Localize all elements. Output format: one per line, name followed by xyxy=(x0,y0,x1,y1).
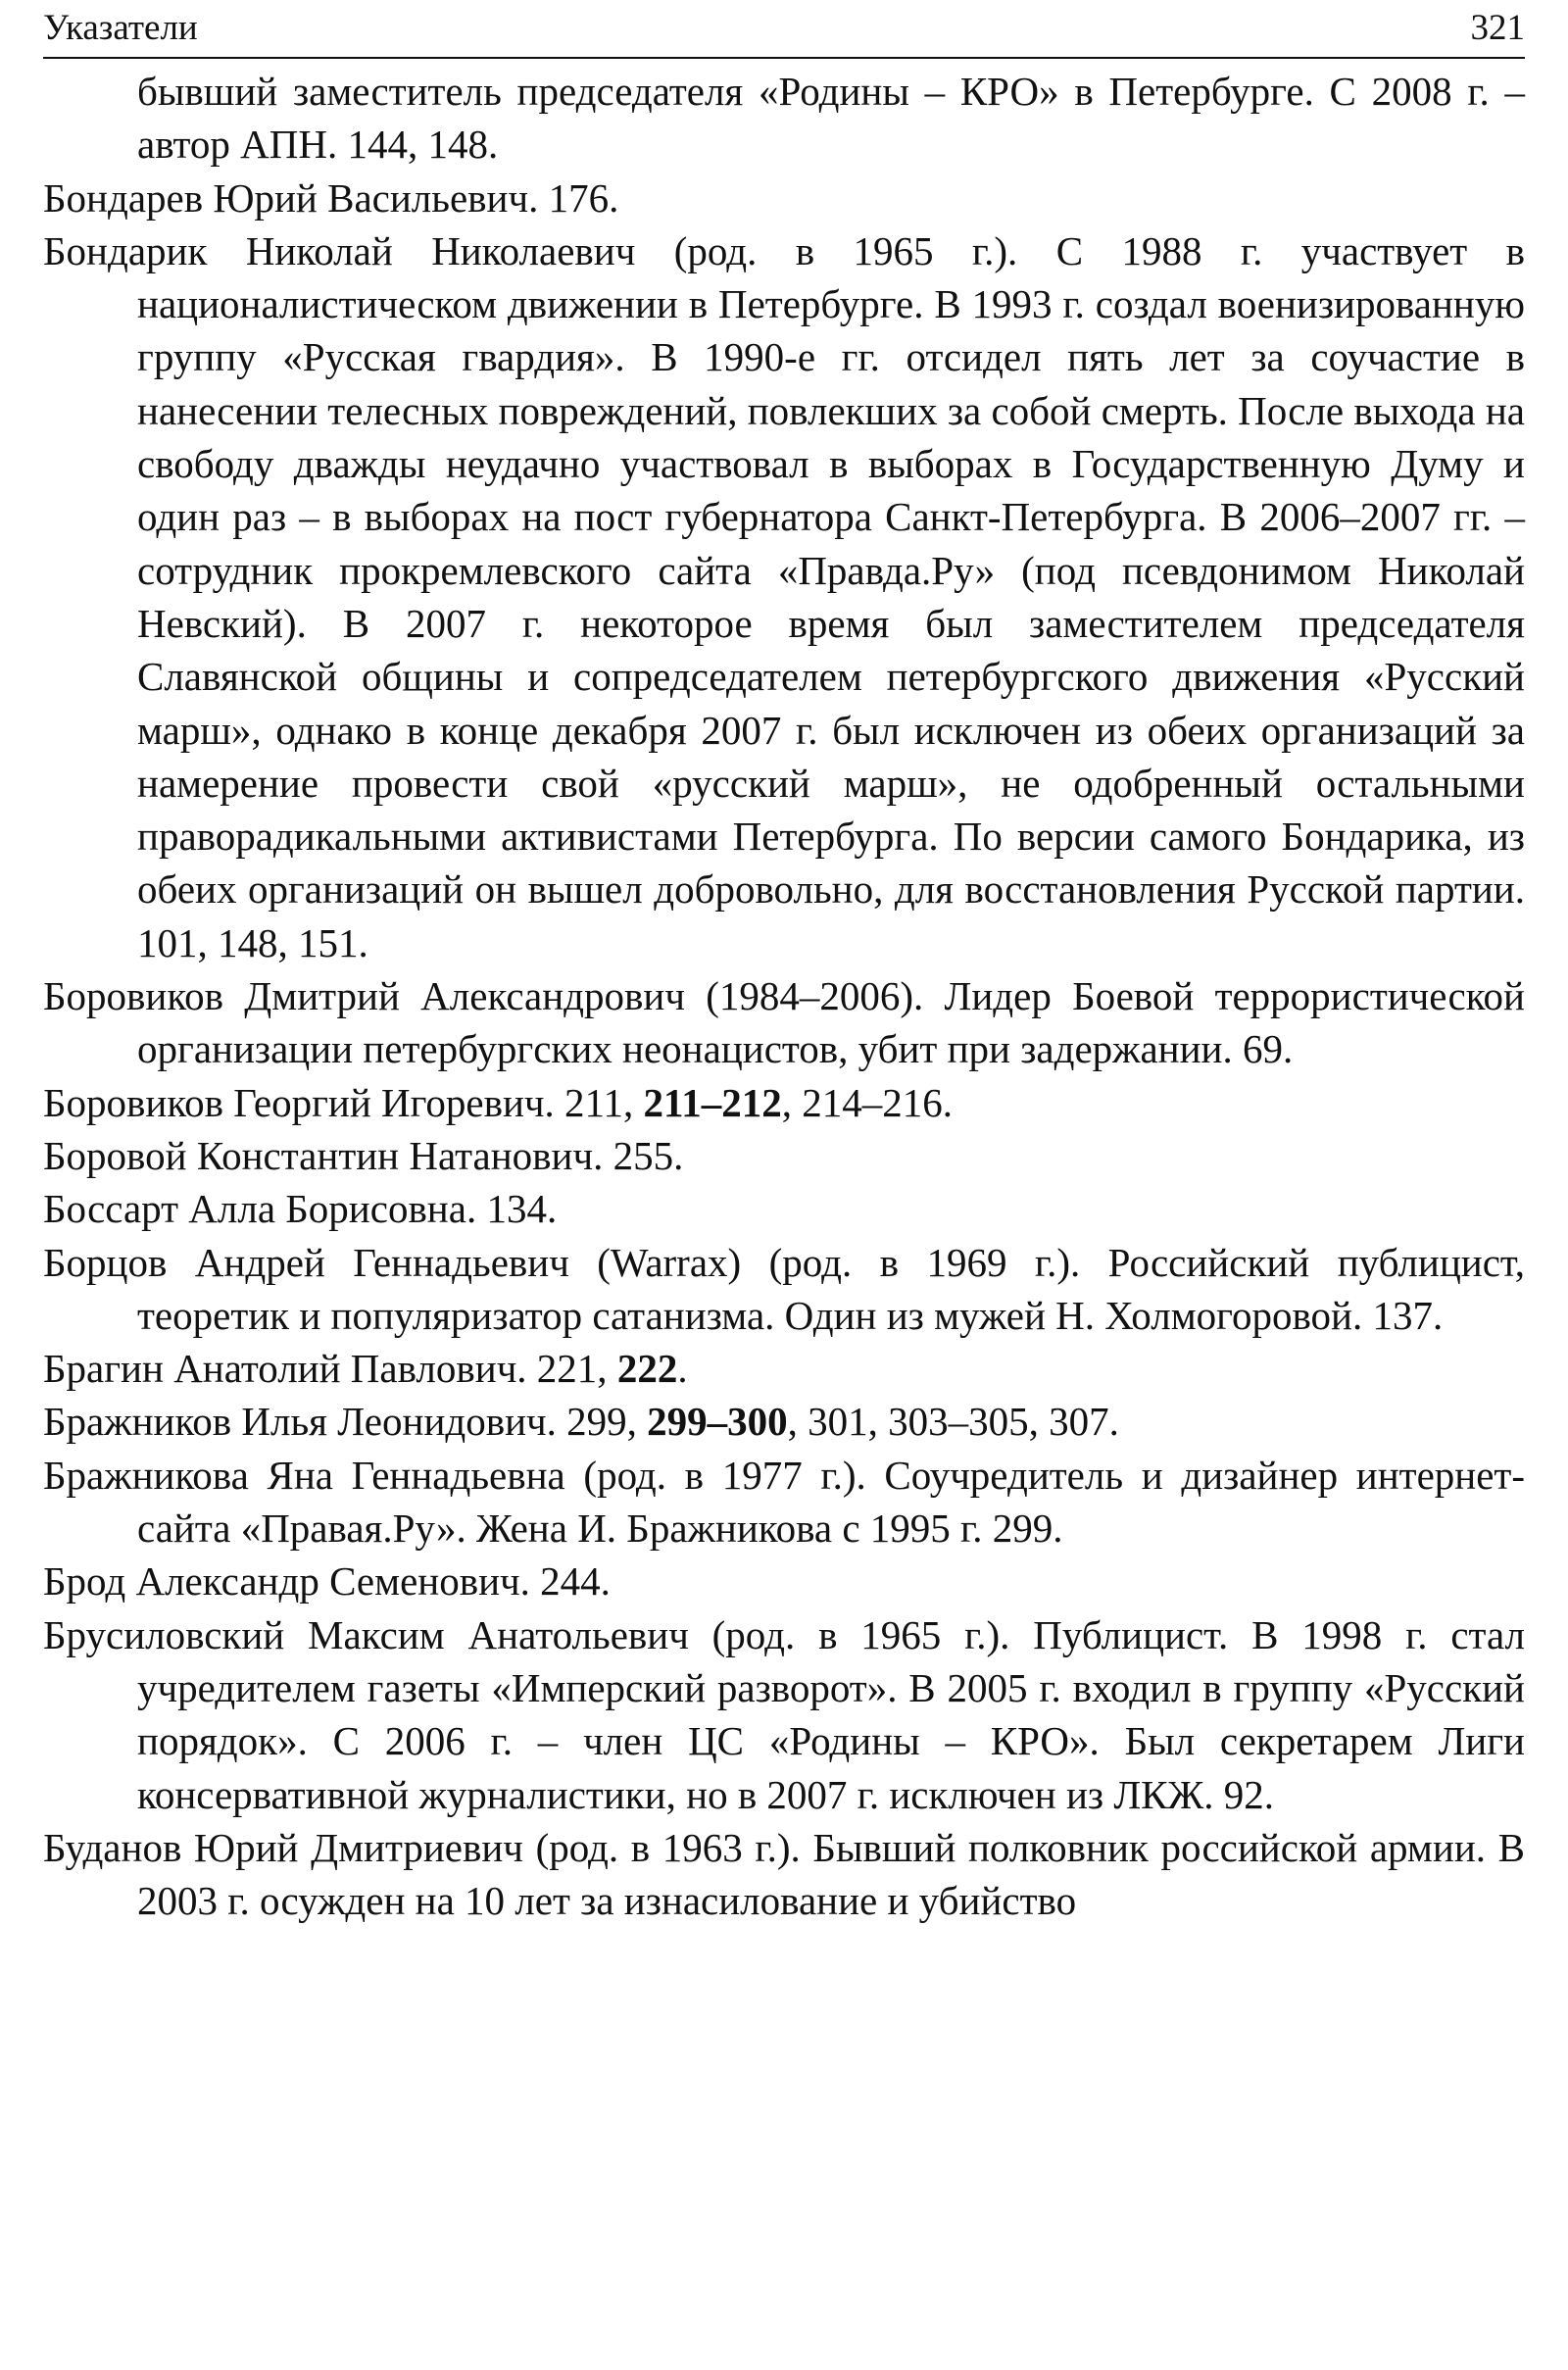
entry-text: Боровиков Дмитрий Александрович (1984–2006). Лидер Боевой террористической организации петербургских неонацистов, убит при задержании. 69. xyxy=(43,973,1525,1072)
bold-page-reference: 222 xyxy=(616,1346,678,1392)
entry-text: Брод Александр Семенович. 244. xyxy=(43,1558,611,1605)
index-entry xyxy=(43,1342,1525,1395)
entry-text: , 301, 303–305, 307. xyxy=(787,1399,1119,1445)
page-number: 321 xyxy=(1470,8,1525,48)
entry-text: Брагин Анатолий Павлович. 221, xyxy=(43,1346,617,1392)
index-entry xyxy=(43,1555,1525,1607)
entry-text: Буданов Юрий Дмитриевич (род. в 1963 г.). Бывший полковник российской армии. В 2003 г. осужден на 10 лет за изнасилование и убийство xyxy=(43,1824,1525,1924)
entry-text: Боровиков Георгий Игоревич. 211, xyxy=(43,1079,644,1125)
entry-text: Брусиловский Максим Анатольевич (род. в 1965 г.). Публицист. В 1998 г. стал учредителем газеты «Имперский разворот». В 2005 г. входил в группу «Русский порядок». С 2006 г. – член ЦС «Родины – КРО». Был секретарем Лиги консервативной журналистики, но в 2007 г. исключен из ЛКЖ. 92. xyxy=(43,1611,1525,1817)
entry-text: бывший заместитель председателя «Родины – КРО» в Петербурге. С 2008 г. – автор АПН. 144, 148. xyxy=(137,69,1525,168)
index-entry xyxy=(43,1182,1525,1235)
bold-page-reference: 299–300 xyxy=(647,1399,788,1445)
index-entry xyxy=(43,1821,1525,1928)
entry-text: Бондарев Юрий Васильевич. 176. xyxy=(43,174,619,221)
bold-page-reference: 211–212 xyxy=(643,1079,782,1125)
index-entry xyxy=(43,1236,1525,1343)
entry-text: Борцов Андрей Геннадьевич (Warrax) (род. в 1969 г.). Российский публицист, теоретик и популяризатор сатанизма. Один из мужей Н. Холмогоровой. 137. xyxy=(43,1239,1525,1338)
index-entry xyxy=(43,224,1525,969)
entry-text: Боровой Константин Натанович. 255. xyxy=(43,1132,684,1178)
book-page xyxy=(43,0,1525,2370)
index-entry xyxy=(43,1076,1525,1129)
index-entry xyxy=(43,1129,1525,1182)
running-head xyxy=(43,0,1525,59)
entry-text: , 214–216. xyxy=(781,1079,954,1125)
index-entry xyxy=(43,1608,1525,1821)
entry-text: Боссарт Алла Борисовна. 134. xyxy=(43,1186,558,1232)
entry-text: Бражников Илья Леонидович. 299, xyxy=(43,1399,648,1445)
index-entry-continuation xyxy=(43,65,1525,172)
entry-text: . xyxy=(677,1346,688,1392)
index-entries xyxy=(43,65,1525,1927)
index-entry xyxy=(43,969,1525,1076)
entry-text: Бондарик Николай Николаевич (род. в 1965 г.). С 1988 г. участвует в националистическом движении в Петербурге. В 1993 г. создал военизированную группу «Русская гвардия». В 1990-е гг. отсидел пять лет за соучастие в нанесении телесных повреждений, повлекших за собой смерть. После выхода на свободу дважды неудачно участвовал в выборах в Государственную Думу и один раз – в выборах на пост губернатора Санкт-Петербурга. В 2006–2007 гг. – сотрудник прокремлевского сайта «Правда.Ру» (под псевдонимом Николай Невский). В 2007 г. некоторое время был заместителем председателя Славянской общины и сопредседателем петербургского движения «Русский марш», однако в конце декабря 2007 г. был исключен из обеих организаций за намерение провести свой «русский марш», не одобренный остальными праворадикальными активистами Петербурга. По версии самого Бондарика, из обеих организаций он вышел добровольно, для восстановления Русской партии. 101, 148, 151. xyxy=(43,227,1525,965)
index-entry xyxy=(43,1449,1525,1555)
section-title: Указатели xyxy=(43,8,198,48)
entry-text: Бражникова Яна Геннадьевна (род. в 1977 г.). Соучредитель и дизайнер интернет-сайта «Правая.Ру». Жена И. Бражникова с 1995 г. 299. xyxy=(43,1452,1525,1552)
index-entry xyxy=(43,1395,1525,1448)
index-entry xyxy=(43,172,1525,224)
